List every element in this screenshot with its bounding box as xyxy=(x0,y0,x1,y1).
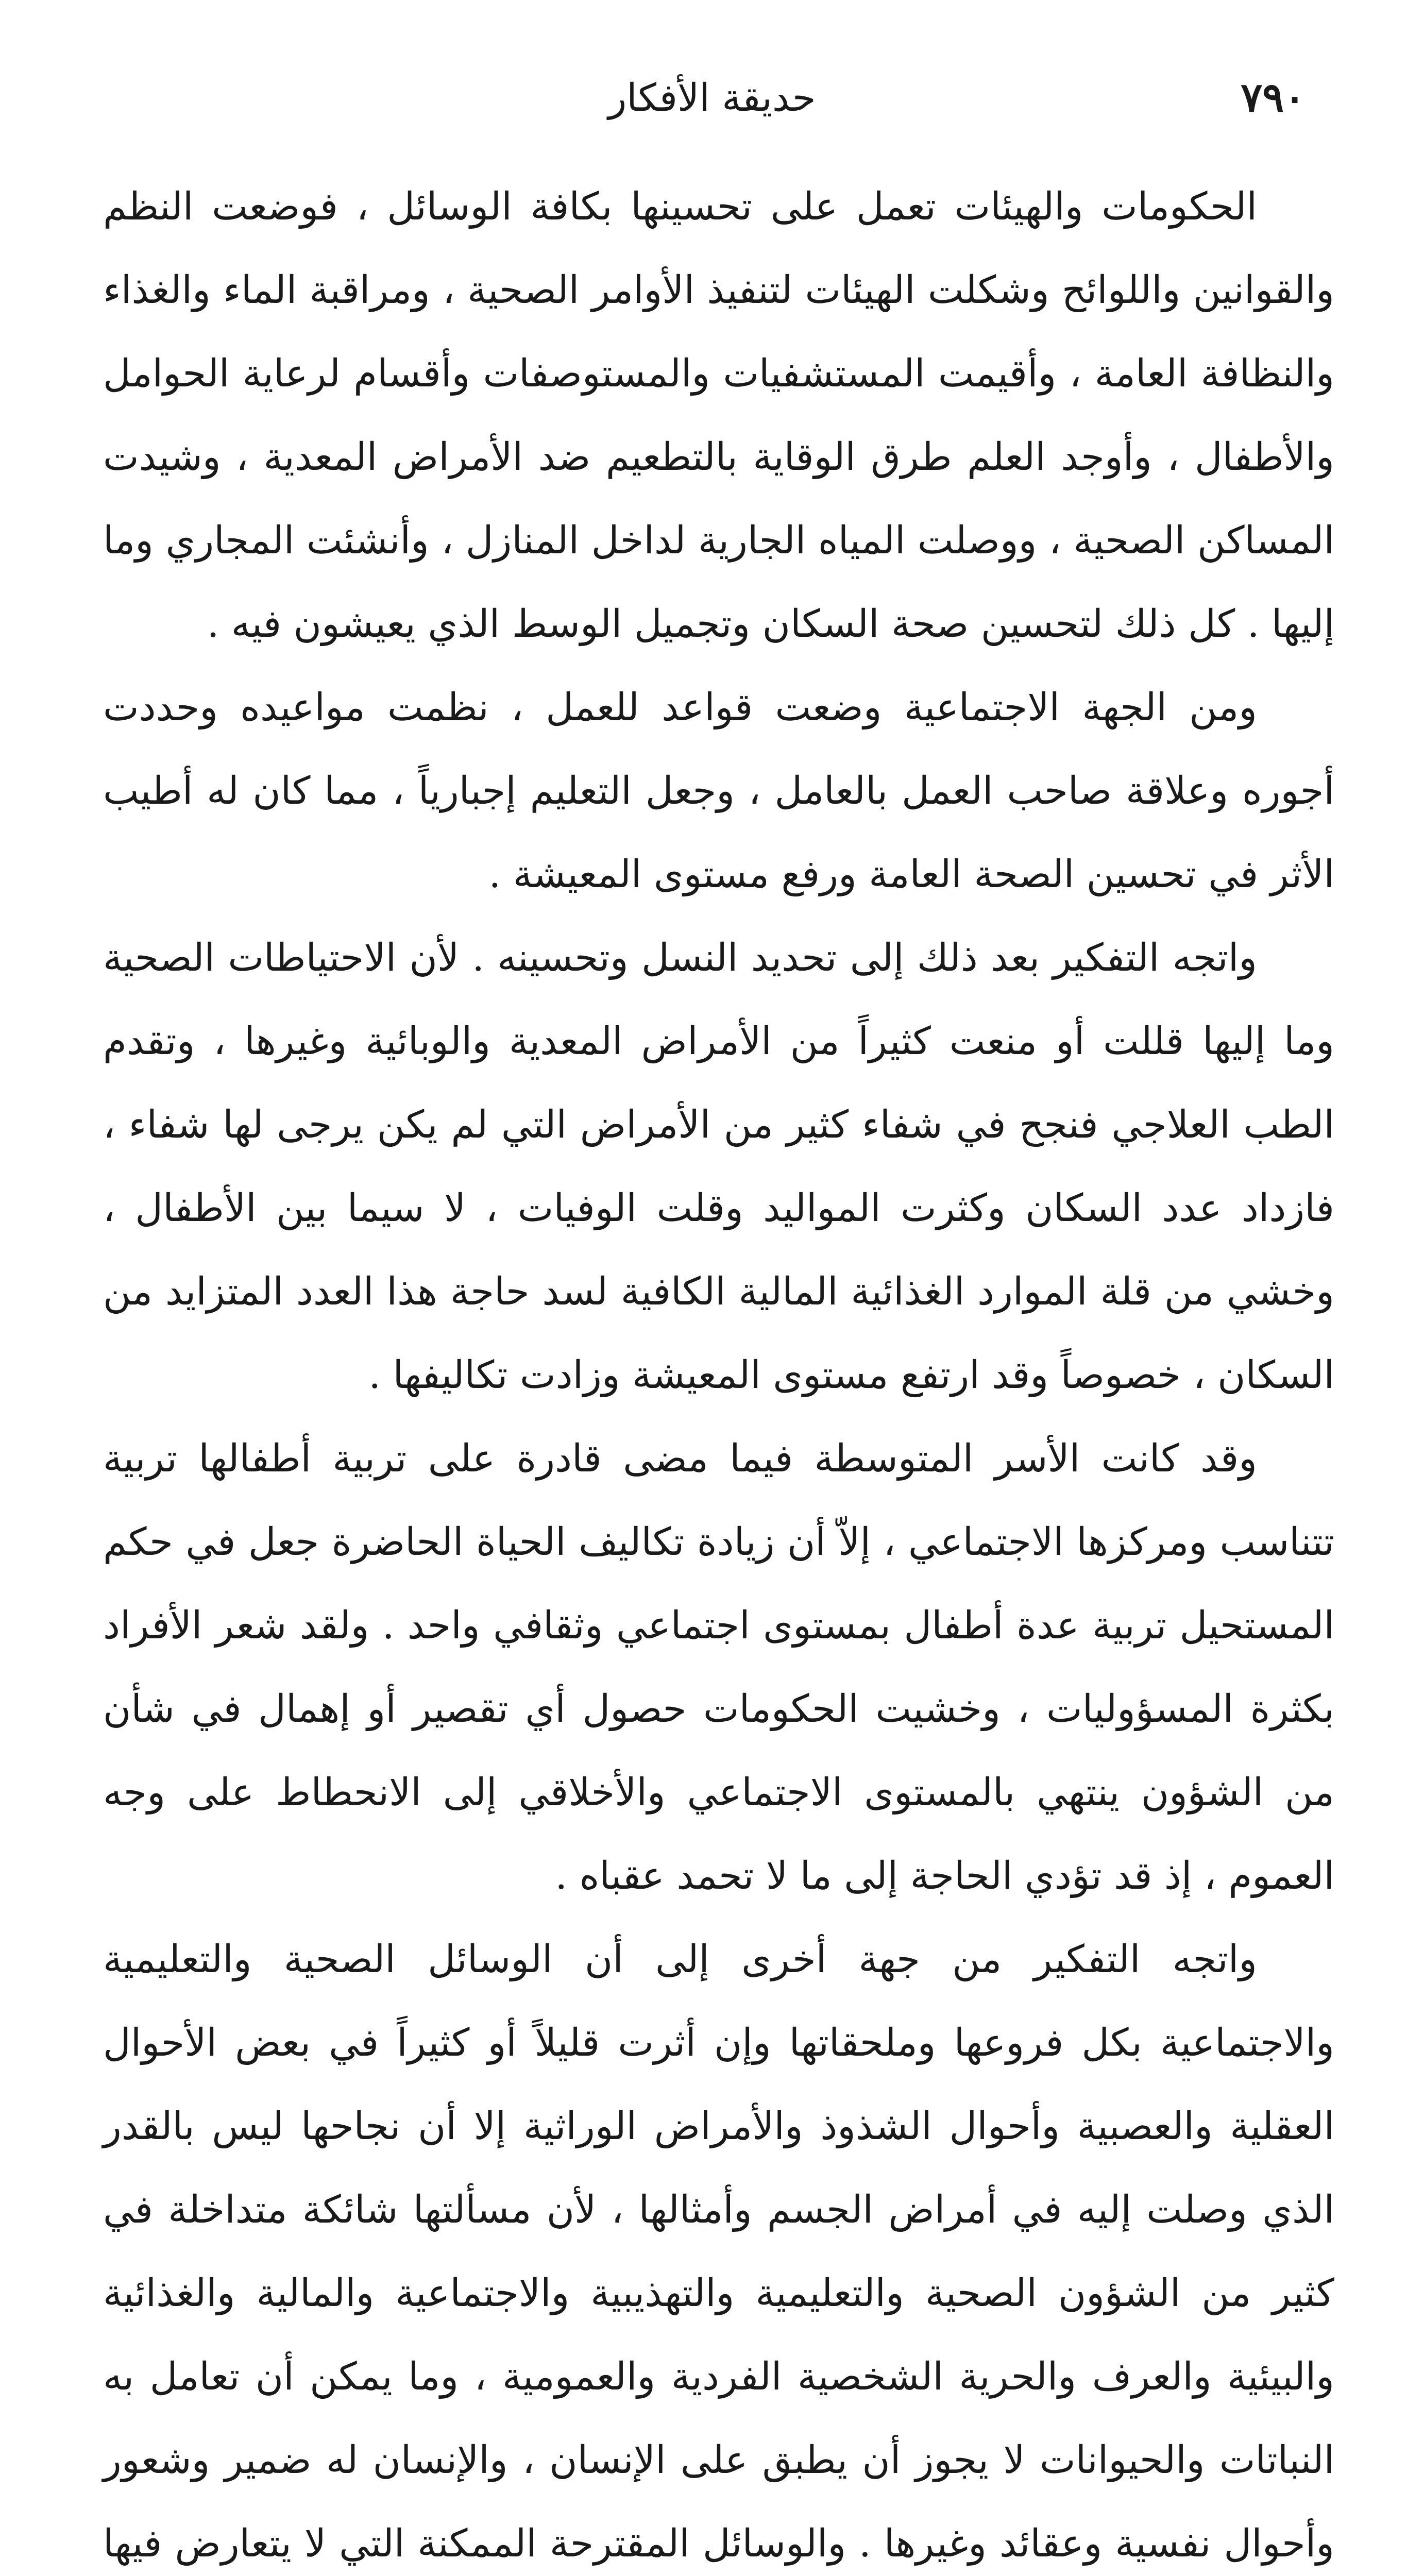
paragraph: واتجه التفكير من جهة أخرى إلى أن الوسائل الصحية والتعليمية والاجتماعية بكل فروعها وملحقاتها وإن أثرت قليلاً أو كثيراً في بعض الأحوال العقلية والعصبية وأحوال الشذوذ والأمراض الوراثية إلا أن نجاحها ليس بالقدر الذي وصلت إليه في أمراض الجسم وأمثالها ، لأن مسألتها شائكة متداخلة في كثير من الشؤون الصحية والتعليمية والتهذيبية والاجتماعية والمالية والغذائية والبيئية والعرف والحرية الشخصية الفردية والعمومية ، وما يمكن أن تعامل به النباتات والحيوانات لا يجوز أن يطبق على الإنسان ، والإنسان له ضمير وشعور وأحوال نفسية وعقائد وغيرها . والوسائل المقترحة الممكنة التي لا يتعارض فيها xyxy=(103,1937,1335,2566)
running-header xyxy=(118,67,1306,129)
paragraph: ومن الجهة الاجتماعية وضعت قواعد للعمل ، نظمت مواعيده وحددت أجوره وعلاقة صاحب العمل بالعامل ، وجعل التعليم إجبارياً ، مما كان له أطيب الأثر في تحسين الصحة العامة ورفع مستوى المعيشة . xyxy=(103,685,1334,896)
body-text xyxy=(103,165,1334,2576)
page-number: ٧٩٠ xyxy=(1241,74,1306,121)
paragraph: واتجه التفكير بعد ذلك إلى تحديد النسل وتحسينه . لأن الاحتياطات الصحية وما إليها قللت أو منعت كثيراً من الأمراض المعدية والوبائية وغيرها ، وتقدم الطب العلاجي فنجح في شفاء كثير من الأمراض التي لم يكن يرجى لها شفاء ، فازداد عدد السكان وكثرت المواليد وقلت الوفيات ، لا سيما بين الأطفال ، وخشي من قلة الموارد الغذائية المالية الكافية لسد حاجة هذا العدد المتزايد من السكان ، خصوصاً وقد ارتفع مستوى المعيشة وزادت تكاليفها . xyxy=(103,936,1334,1397)
paragraph: وقد كانت الأسر المتوسطة فيما مضى قادرة على تربية أطفالها تربية تتناسب ومركزها الاجتماعي ، إلاّ أن زيادة تكاليف الحياة الحاضرة جعل في حكم المستحيل تربية عدة أطفال بمستوى اجتماعي وثقافي واحد . ولقد شعر الأفراد بكثرة المسؤوليات ، وخشيت الحكومات حصول أي تقصير أو إهمال في شأن من الشؤون ينتهي بالمستوى الاجتماعي والأخلاقي إلى الانحطاط على وجه العموم ، إذ قد تؤدي الحاجة إلى ما لا تحمد عقباه . xyxy=(103,1436,1334,1898)
paragraph: الحكومات والهيئات تعمل على تحسينها بكافة الوسائل ، فوضعت النظم والقوانين واللوائح وشكلت الهيئات لتنفيذ الأوامر الصحية ، ومراقبة الماء والغذاء والنظافة العامة ، وأقيمت المستشفيات والمستوصفات وأقسام لرعاية الحوامل والأطفال ، وأوجد العلم طرق الوقاية بالتطعيم ضد الأمراض المعدية ، وشيدت المساكن الصحية ، ووصلت المياه الجارية لداخل المنازل ، وأنشئت المجاري وما إليها . كل ذلك لتحسين صحة السكان وتجميل الوسط الذي يعيشون فيه . xyxy=(103,184,1334,646)
book-title: حديقة الأفكار xyxy=(608,76,816,120)
